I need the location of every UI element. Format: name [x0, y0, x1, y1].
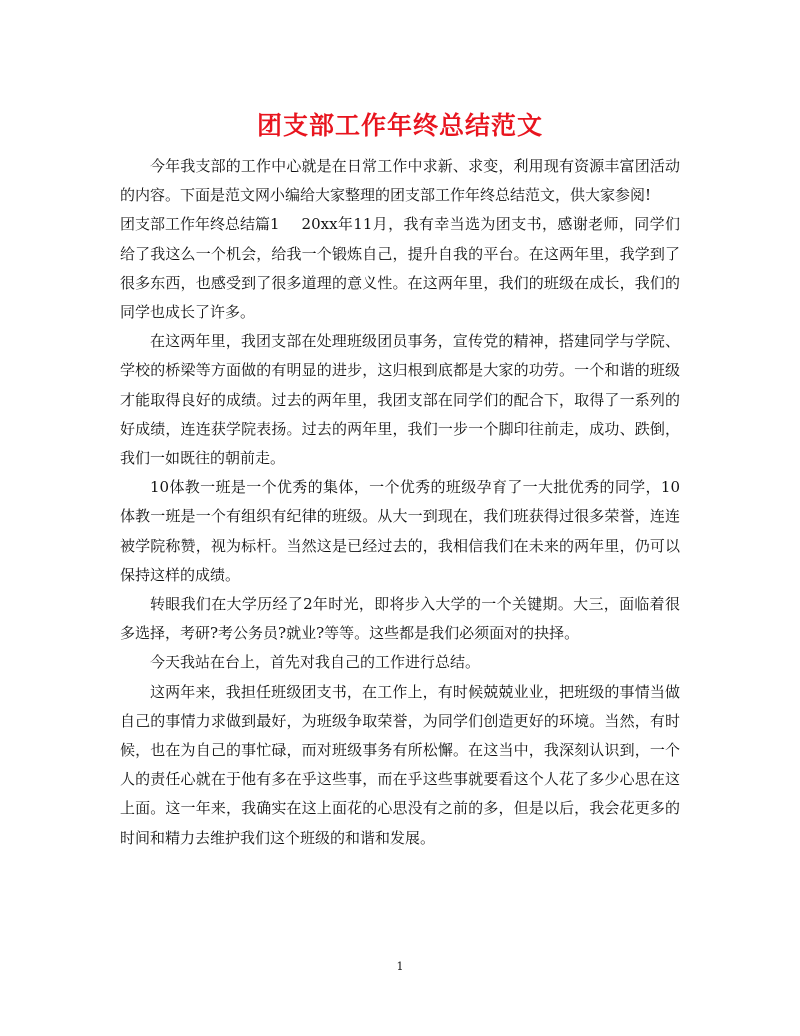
- paragraph-intro: 今年我支部的工作中心就是在日常工作中求新、求变，利用现有资源丰富团活动的内容。下面是范文网小编给大家整理的团支部工作年终总结范文，供大家参阅!: [120, 157, 680, 205]
- page-number: 1: [396, 960, 404, 973]
- document-body: [120, 152, 680, 853]
- paragraph-choices: 转眼我们在大学历经了2年时光，即将步入大学的一个关键期。大三，面临着很多选择，考研?考公务员?就业?等等。这些都是我们必须面对的抉择。: [120, 595, 680, 643]
- document-title: 团支部工作年终总结范文: [256, 111, 543, 140]
- paragraph-reflection: 这两年来，我担任班级团支书，在工作上，有时候兢兢业业，把班级的事情当做自己的事情力求做到最好，为班级争取荣誉，为同学们创造更好的环境。当然，有时候，也在为自己的事忙碌，而对班级事务有所松懈。在这当中，我深刻认识到，一个人的责任心就在于他有多在乎这些事，而在乎这些事就要看这个人花了多少心思在这上面。这一年来，我确实在这上面花的心思没有之前的多，但是以后，我会花更多的时间和精力去维护我们这个班级的和谐和发展。: [120, 682, 680, 847]
- paragraph-achievements: 在这两年里，我团支部在处理班级团员事务，宣传党的精神，搭建同学与学院、学校的桥梁等方面做的有明显的进步，这归根到底都是大家的功劳。一个和谐的班级才能取得良好的成绩。过去的两年里，我团支部在同学们的配合下，取得了一系列的好成绩，连连获学院表扬。过去的两年里，我们一步一个脚印往前走，成功、跌倒，我们一如既往的朝前走。: [120, 332, 680, 468]
- paragraph-today: 今天我站在台上，首先对我自己的工作进行总结。: [150, 653, 481, 672]
- section-heading: 团支部工作年终总结篇1: [120, 215, 280, 234]
- paragraph-class: 10体教一班是一个优秀的集体，一个优秀的班级孕育了一大批优秀的同学，10体教一班是一个有组织有纪律的班级。从大一到现在，我们班获得过很多荣誉，连连被学院称赞，视为标杆。当然这是已经过去的，我相信我们在未来的两年里，仍可以保持这样的成绩。: [120, 478, 680, 584]
- section-1-text: 20xx年11月，我有幸当选为团支书，感谢老师，同学们给了我这么一个机会，给我一个锻炼自己，提升自我的平台。在这两年里，我学到了很多东西，也感受到了很多道理的意义性。在这两年里，我们的班级在成长，我们的同学也成长了许多。: [120, 215, 680, 322]
- paragraph-section-1: [120, 210, 680, 327]
